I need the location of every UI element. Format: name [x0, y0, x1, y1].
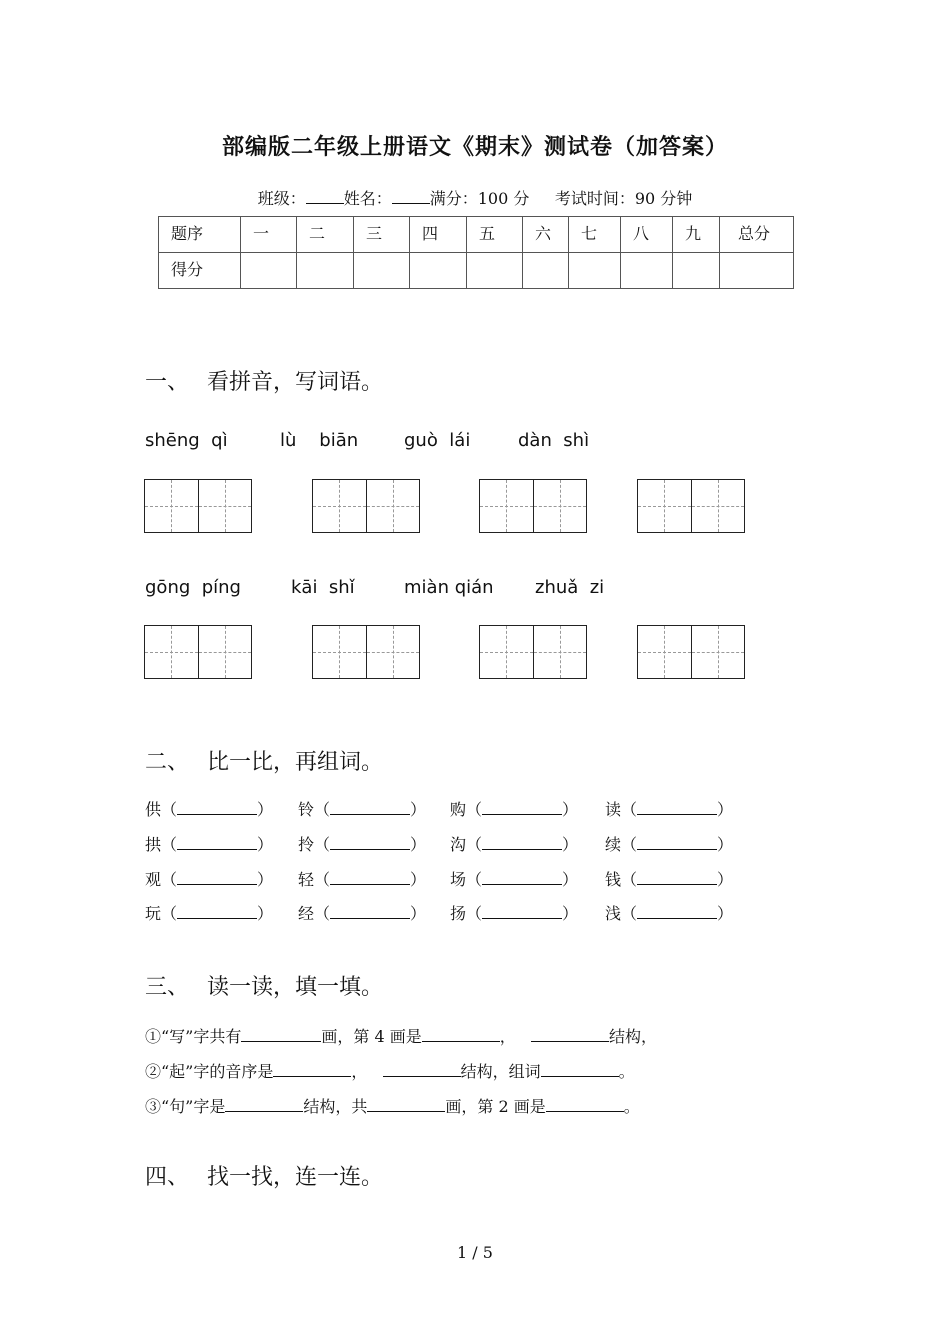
question-text: 结构，共	[303, 1097, 368, 1116]
section1-heading	[145, 365, 383, 396]
open-paren: （	[621, 835, 638, 854]
question-text: 。	[623, 1097, 640, 1116]
answer-blank[interactable]	[330, 904, 410, 919]
open-paren: （	[314, 835, 331, 854]
section-title: 读一读，填一填。	[207, 975, 384, 1000]
open-paren: （	[161, 904, 178, 923]
score-table	[158, 216, 794, 289]
pinyin: guò lái	[404, 430, 471, 451]
open-paren: （	[314, 870, 331, 889]
question-text: ，	[351, 1062, 368, 1081]
score-table-header-row	[159, 217, 794, 253]
compare-char: 浅	[605, 904, 622, 923]
answer-blank[interactable]	[637, 835, 717, 850]
header-cell: 五	[467, 217, 523, 253]
open-paren: （	[314, 904, 331, 923]
score-cell[interactable]	[354, 253, 410, 289]
close-paren: ）	[717, 870, 734, 889]
compare-char: 续	[605, 835, 622, 854]
score-cell[interactable]	[410, 253, 467, 289]
compare-char: 轻	[298, 870, 315, 889]
tianzige-box[interactable]	[637, 479, 745, 533]
compare-char: 拱	[145, 835, 162, 854]
compare-item	[450, 797, 578, 820]
answer-blank[interactable]	[177, 870, 257, 885]
question-text: 画，第 4 画是	[321, 1027, 422, 1046]
answer-blank[interactable]	[531, 1027, 609, 1042]
close-paren: ）	[717, 904, 734, 923]
score-cell[interactable]	[467, 253, 523, 289]
score-cell[interactable]	[569, 253, 621, 289]
open-paren: （	[314, 800, 331, 819]
compare-char: 扬	[450, 904, 467, 923]
class-label: 班级：	[257, 189, 306, 208]
section-title: 找一找，连一连。	[207, 1165, 384, 1190]
compare-char: 供	[145, 800, 162, 819]
header-cell: 六	[523, 217, 569, 253]
section-number: 一、	[145, 370, 190, 395]
section-number: 二、	[145, 750, 190, 775]
section-title: 比一比，再组词。	[207, 750, 384, 775]
compare-char: 拎	[298, 835, 315, 854]
section-number: 四、	[145, 1165, 190, 1190]
compare-item	[145, 867, 273, 890]
open-paren: （	[621, 800, 638, 819]
answer-blank[interactable]	[330, 870, 410, 885]
close-paren: ）	[562, 800, 579, 819]
question-text: ③“句”字是	[145, 1097, 226, 1116]
score-cell[interactable]	[297, 253, 354, 289]
open-paren: （	[466, 835, 483, 854]
open-paren: （	[161, 800, 178, 819]
answer-blank[interactable]	[177, 904, 257, 919]
close-paren: ）	[410, 800, 427, 819]
page-title: 部编版二年级上册语文《期末》测试卷（加答案）	[221, 134, 728, 160]
compare-item	[450, 901, 578, 924]
answer-blank[interactable]	[367, 1097, 445, 1112]
score-cell[interactable]	[241, 253, 297, 289]
answer-blank[interactable]	[383, 1062, 461, 1077]
question-text: 结构，组词	[460, 1062, 541, 1081]
name-blank[interactable]	[392, 189, 430, 204]
answer-blank[interactable]	[482, 800, 562, 815]
compare-item	[298, 832, 426, 855]
page-number: 1 / 5	[457, 1243, 493, 1262]
open-paren: （	[466, 800, 483, 819]
open-paren: （	[621, 870, 638, 889]
compare-char: 沟	[450, 835, 467, 854]
pinyin: shēng qì	[145, 430, 228, 451]
compare-item	[450, 832, 578, 855]
pinyin: zhuǎ zi	[535, 577, 605, 598]
compare-char: 钱	[605, 870, 622, 889]
question-text: 结构，	[609, 1027, 658, 1046]
score-table-score-row	[159, 253, 794, 289]
close-paren: ）	[562, 835, 579, 854]
close-paren: ）	[410, 870, 427, 889]
compare-item	[298, 797, 426, 820]
tianzige-box[interactable]	[144, 625, 252, 679]
question-text: ，	[499, 1027, 516, 1046]
pinyin: gōng píng	[145, 577, 241, 598]
compare-item	[605, 832, 733, 855]
question-text: 。	[618, 1062, 635, 1081]
open-paren: （	[466, 904, 483, 923]
header-cell: 二	[297, 217, 354, 253]
answer-blank[interactable]	[273, 1062, 351, 1077]
section4-heading	[145, 1160, 383, 1191]
open-paren: （	[466, 870, 483, 889]
answer-blank[interactable]	[541, 1062, 619, 1077]
question-text: ②“起”字的音序是	[145, 1062, 274, 1081]
header-cell: 八	[621, 217, 673, 253]
compare-char: 铃	[298, 800, 315, 819]
score-cell[interactable]	[673, 253, 720, 289]
answer-blank[interactable]	[225, 1097, 303, 1112]
tianzige-box[interactable]	[144, 479, 252, 533]
close-paren: ）	[410, 835, 427, 854]
answer-blank[interactable]	[546, 1097, 624, 1112]
answer-blank[interactable]	[177, 800, 257, 815]
close-paren: ）	[257, 800, 274, 819]
close-paren: ）	[717, 800, 734, 819]
compare-item	[298, 901, 426, 924]
answer-blank[interactable]	[482, 904, 562, 919]
answer-blank[interactable]	[422, 1027, 500, 1042]
header-cell: 九	[673, 217, 720, 253]
section-number: 三、	[145, 975, 190, 1000]
tianzige-box[interactable]	[312, 625, 420, 679]
pinyin: dàn shì	[518, 430, 590, 451]
compare-item	[605, 901, 733, 924]
header-cell: 七	[569, 217, 621, 253]
pinyin: lù biān	[280, 430, 359, 451]
compare-item	[145, 901, 273, 924]
class-blank[interactable]	[306, 189, 344, 204]
header-cell: 题序	[159, 217, 241, 253]
compare-char: 经	[298, 904, 315, 923]
header-cell: 总分	[720, 217, 794, 253]
compare-char: 场	[450, 870, 467, 889]
compare-item	[298, 867, 426, 890]
full-score: 满分：100 分	[429, 189, 530, 208]
tianzige-box[interactable]	[479, 625, 587, 679]
compare-char: 购	[450, 800, 467, 819]
answer-blank[interactable]	[637, 800, 717, 815]
close-paren: ）	[562, 904, 579, 923]
question-text: ①“写”字共有	[145, 1027, 242, 1046]
answer-blank[interactable]	[177, 835, 257, 850]
exam-info-line	[0, 186, 950, 209]
open-paren: （	[621, 904, 638, 923]
answer-blank[interactable]	[482, 835, 562, 850]
score-cell[interactable]	[523, 253, 569, 289]
open-paren: （	[161, 870, 178, 889]
score-cell[interactable]	[720, 253, 794, 289]
name-label: 姓名：	[343, 189, 392, 208]
section-title: 看拼音，写词语。	[207, 370, 384, 395]
close-paren: ）	[257, 904, 274, 923]
question-3	[145, 1094, 640, 1117]
answer-blank[interactable]	[330, 835, 410, 850]
question-1	[145, 1024, 657, 1047]
close-paren: ）	[562, 870, 579, 889]
close-paren: ）	[257, 870, 274, 889]
close-paren: ）	[257, 835, 274, 854]
compare-item	[145, 832, 273, 855]
answer-blank[interactable]	[330, 800, 410, 815]
compare-char: 读	[605, 800, 622, 819]
pinyin: miàn qián	[404, 577, 494, 598]
answer-blank[interactable]	[637, 870, 717, 885]
header-cell: 三	[354, 217, 410, 253]
exam-time: 考试时间：90 分钟	[554, 189, 693, 208]
tianzige-box[interactable]	[637, 625, 745, 679]
pinyin: kāi shǐ	[291, 577, 355, 598]
answer-blank[interactable]	[482, 870, 562, 885]
section2-heading	[145, 745, 383, 776]
tianzige-box[interactable]	[312, 479, 420, 533]
answer-blank[interactable]	[637, 904, 717, 919]
answer-blank[interactable]	[241, 1027, 321, 1042]
compare-item	[145, 797, 273, 820]
compare-item	[450, 867, 578, 890]
close-paren: ）	[410, 904, 427, 923]
compare-item	[605, 797, 733, 820]
header-cell: 一	[241, 217, 297, 253]
header-cell: 四	[410, 217, 467, 253]
compare-item	[605, 867, 733, 890]
score-cell[interactable]	[621, 253, 673, 289]
section3-heading	[145, 970, 383, 1001]
row-label: 得分	[159, 253, 241, 289]
close-paren: ）	[717, 835, 734, 854]
open-paren: （	[161, 835, 178, 854]
question-text: 画，第 2 画是	[445, 1097, 546, 1116]
compare-char: 玩	[145, 904, 162, 923]
compare-char: 观	[145, 870, 162, 889]
question-2	[145, 1059, 635, 1082]
tianzige-box[interactable]	[479, 479, 587, 533]
